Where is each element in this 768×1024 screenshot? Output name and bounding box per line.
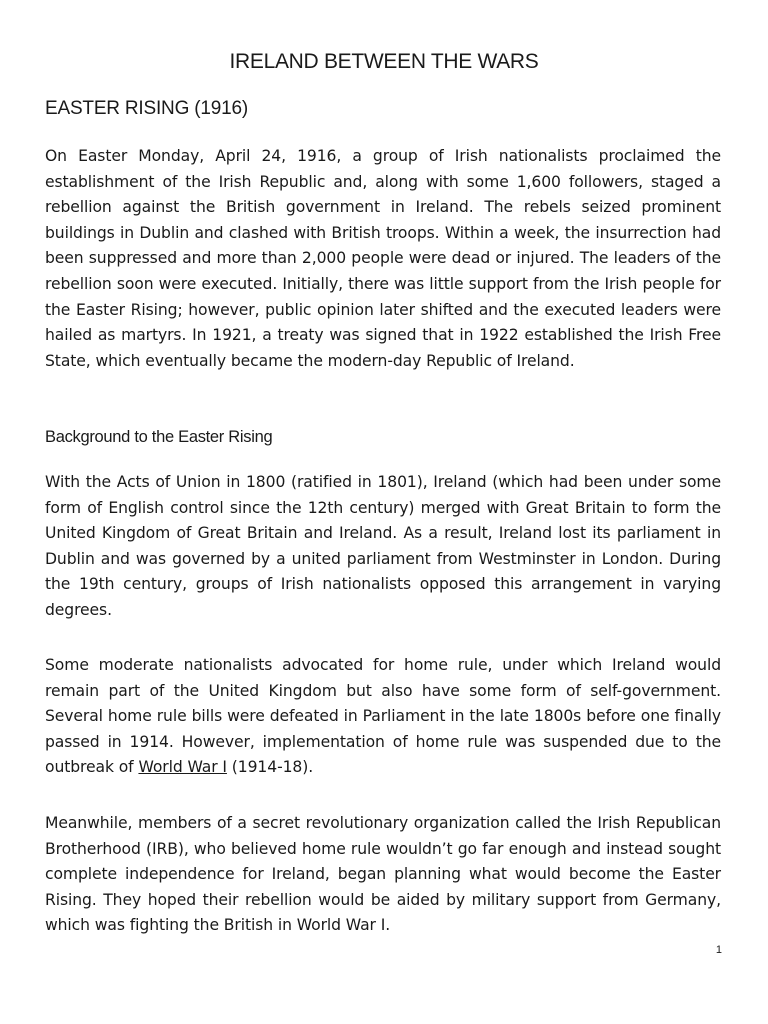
paragraph-home-rule: [45, 653, 721, 781]
world-war-i-link[interactable]: World War I: [138, 758, 227, 777]
paragraph-intro: On Easter Monday, April 24, 1916, a group of Irish nationalists proclaimed the establishment of the Irish Republic and, along with some 1,600 followers, staged a rebellion against the British government in Ireland. The rebels seized prominent buildings in Dublin and clashed with British troops. Within a week, the insurrection had been suppressed and more than 2,000 people were dead or injured. The leaders of the rebellion soon were executed. Initially, there was little support from the Irish people for the Easter Rising; however, public opinion later shifted and the executed leaders were hailed as martyrs. In 1921, a treaty was signed that in 1922 established the Irish Free State, which eventually became the modern-day Republic of Ireland.: [45, 147, 721, 370]
document-title: IRELAND BETWEEN THE WARS: [229, 50, 539, 73]
section-heading: EASTER RISING (1916): [45, 98, 248, 119]
paragraph-home-rule-text: Some moderate nationalists advocated for home rule, under which Ireland would remain part of the United Kingdom but also have some form of self-government. Several home rule bills were defeated in Parliament in the late 1800s before one finally passed in 1914. However, implementation of home rule was suspended due to the outbreak of: [45, 656, 721, 777]
paragraph-irb: Meanwhile, members of a secret revolutionary organization called the Irish Republican Brotherhood (IRB), who believed home rule wouldn’t go far enough and instead sought complete independence for Ireland, began planning what would become the Easter Rising. They hoped their rebellion would be aided by military support from Germany, which was fighting the British in World War I.: [45, 814, 721, 935]
subheading-background: Background to the Easter Rising: [45, 428, 273, 446]
paragraph-acts-of-union: With the Acts of Union in 1800 (ratified in 1801), Ireland (which had been under some form of English control since the 12th century) merged with Great Britain to form the United Kingdom of Great Britain and Ireland. As a result, Ireland lost its parliament in Dublin and was governed by a united parliament from Westminster in London. During the 19th century, groups of Irish nationalists opposed this arrangement in varying degrees.: [45, 473, 721, 619]
page-number: 1: [715, 944, 722, 956]
paragraph-home-rule-tail: (1914-18).: [226, 758, 314, 777]
